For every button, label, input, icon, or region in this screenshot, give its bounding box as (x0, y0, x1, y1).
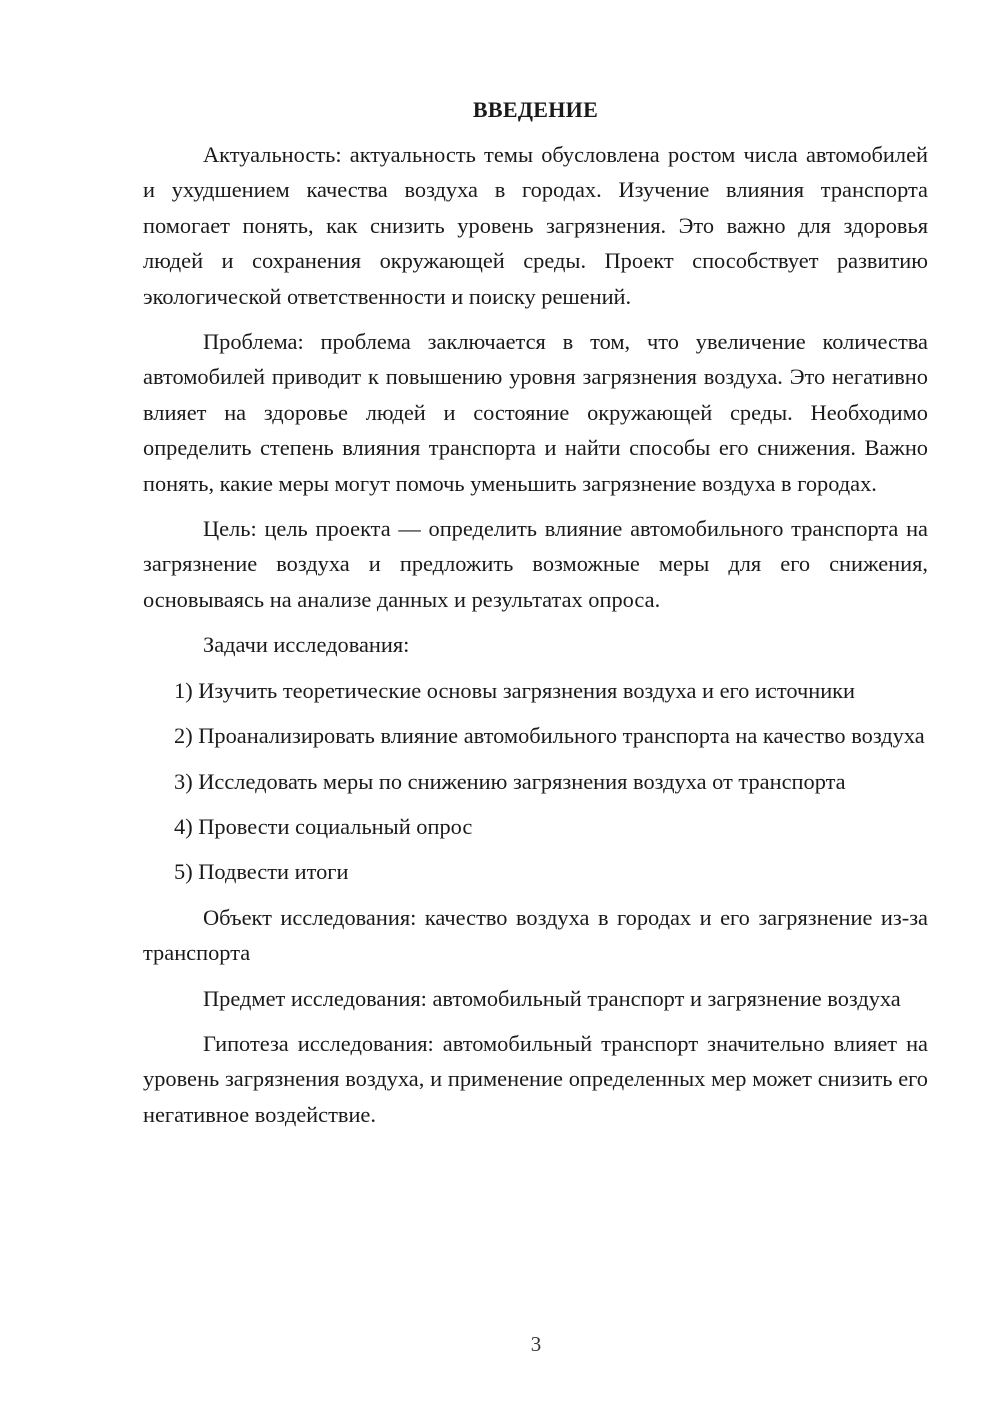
problem-paragraph: Проблема: проблема заключается в том, что увеличение количества автомобилей приводит к повышению уровня загрязнения воздуха. Это негативно влияет на здоровье людей и состояние окружающей среды. Необходимо определить степень влияния транспорта и найти способы его снижения. Важно понять, какие меры могут помочь уменьшить загрязнение воздуха в городах. (143, 329, 928, 496)
task-item: 4) Провести социальный опрос (174, 813, 473, 839)
research-object-paragraph: Объект исследования: качество воздуха в городах и его загрязнение из-за транспорта (143, 904, 928, 966)
goal-paragraph: Цель: цель проекта — определить влияние автомобильного транспорта на загрязнение воздуха и предложить возможные меры для его снижения, основываясь на анализе данных и результатах опроса. (143, 516, 928, 612)
tasks-heading: Задачи исследования: (203, 632, 410, 658)
hypothesis-paragraph: Гипотеза исследования: автомобильный транспорт значительно влияет на уровень загрязнения воздуха, и применение определенных мер может снизить его негативное воздействие. (143, 1030, 928, 1127)
relevance-paragraph: Актуальность: актуальность темы обусловлена ростом числа автомобилей и ухудшением качества воздуха в городах. Изучение влияния транспорта помогает понять, как снизить уровень загрязнения. Это важно для здоровья людей и сохранения окружающей среды. Проект способствует развитию экологической ответственности и поиску решений. (143, 142, 928, 309)
document-page (143, 92, 928, 1142)
research-subject-paragraph: Предмет исследования: автомобильный транспорт и загрязнение воздуха (203, 985, 901, 1011)
task-item: 3) Исследовать меры по снижению загрязнения воздуха от транспорта (174, 768, 846, 794)
task-item: 5) Подвести итоги (174, 859, 349, 885)
task-item: 2) Проанализировать влияние автомобильного транспорта на качество воздуха (174, 723, 925, 749)
task-item: 1) Изучить теоретические основы загрязнения воздуха и его источники (174, 677, 856, 703)
page-title: ВВЕДЕНИЕ (472, 97, 599, 122)
page-number: 3 (530, 1332, 542, 1356)
